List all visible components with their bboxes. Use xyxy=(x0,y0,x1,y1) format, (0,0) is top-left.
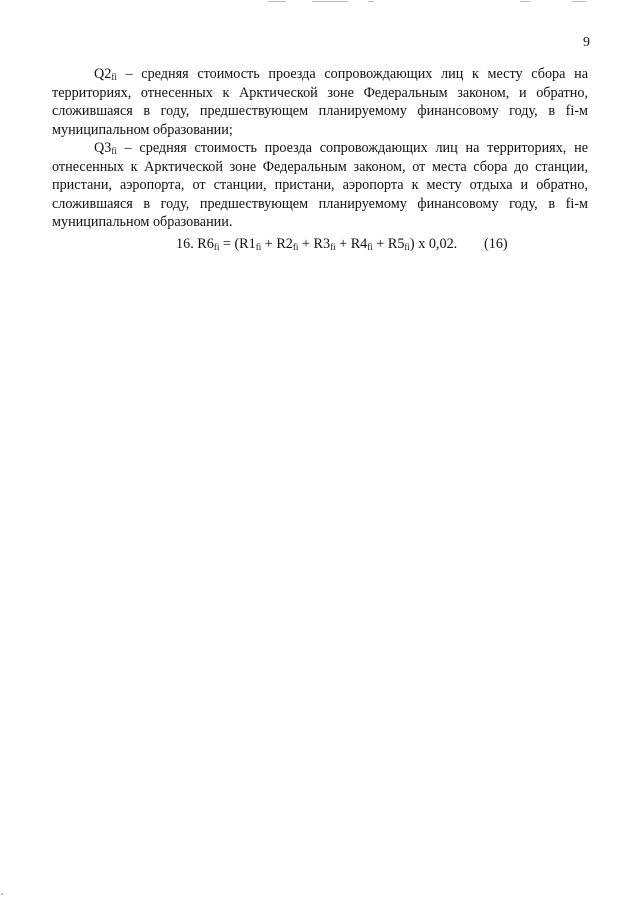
symbol-q3: Q3 xyxy=(94,140,112,156)
definition-q2: – средняя стоимость проезда сопровождающих лиц к месту сбора на территориях, отнесенных к Арктической зоне Федеральным законом, и обратно, сложившаяся в году, предшествующем планируемому финансовому году, в fi-м муниципальном образовании; xyxy=(52,66,588,138)
formula-expression xyxy=(176,235,457,253)
subscript-q2: fi xyxy=(111,72,117,82)
formula-term-r2-sub: fi xyxy=(292,242,299,252)
formula-term-r1: R1 xyxy=(239,236,256,252)
formula-lhs-sub: fi xyxy=(213,242,220,252)
formula-term-r4-sub: fi xyxy=(367,242,373,252)
formula-plus: + xyxy=(298,236,314,252)
formula-item-number: 16. xyxy=(176,236,194,252)
formula-term-r5: R5 xyxy=(387,236,405,252)
formula-term-r5-sub: fi xyxy=(404,242,410,252)
subscript-q3: fi xyxy=(111,146,117,156)
formula-term-r4: R4 xyxy=(350,236,368,252)
formula-plus: + xyxy=(372,236,388,252)
formula-term-r3: R3 xyxy=(313,236,331,252)
formula-multiplier: ) x 0,02. xyxy=(409,236,458,252)
formula-term-r1-sub: fi xyxy=(255,242,262,252)
formula-lhs: R6 xyxy=(197,236,214,252)
symbol-q2: Q2 xyxy=(94,66,112,82)
scan-artifact-corner xyxy=(1,893,3,895)
formula-equals: = ( xyxy=(219,236,240,252)
paragraph-q3 xyxy=(52,139,588,232)
formula-plus: + xyxy=(261,236,277,252)
scan-artifact-top xyxy=(0,0,633,6)
formula-term-r3-sub: fi xyxy=(330,242,336,252)
formula-number: (16) xyxy=(484,236,508,252)
page-number: 9 xyxy=(583,35,590,50)
formula-term-r2: R2 xyxy=(276,236,293,252)
formula-plus: + xyxy=(335,236,351,252)
paragraph-q2 xyxy=(52,65,588,139)
definition-q3: – средняя стоимость проезда сопровождающих лиц на территориях, не отнесенных к Арктической зоне Федеральным законом, от места сбора до станции, пристани, аэропорта, от станции, пристани, аэропорта к месту отдыха и обратно, сложившаяся в году, предшествующем планируемому финансовому году, в fi-м муниципальном образовании. xyxy=(52,140,588,231)
